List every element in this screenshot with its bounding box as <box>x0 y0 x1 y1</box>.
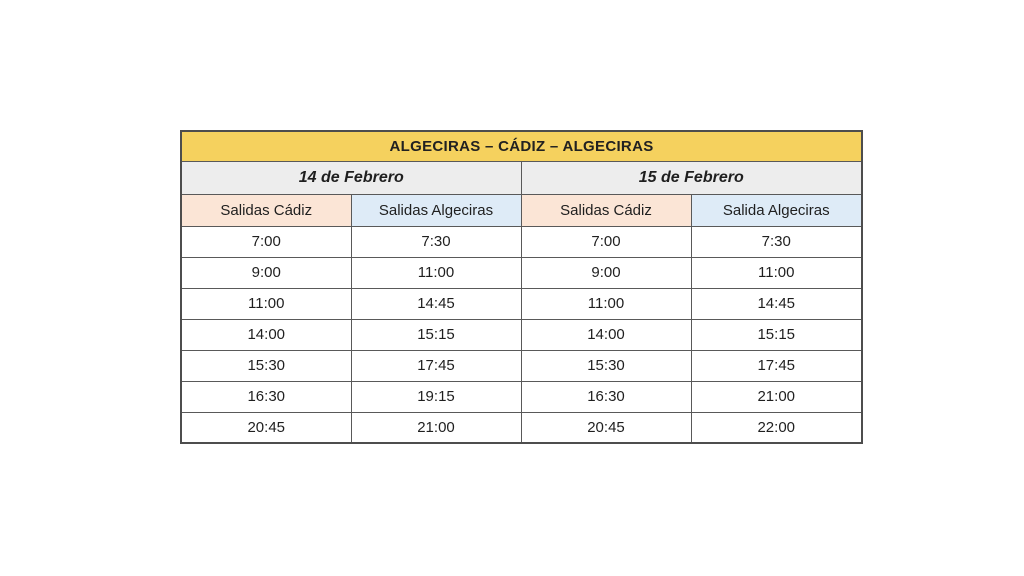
time-cell: 22:00 <box>691 412 862 443</box>
title-row <box>181 131 862 161</box>
time-cell: 16:30 <box>181 381 351 412</box>
time-cell: 9:00 <box>181 257 351 288</box>
table-row <box>181 319 862 350</box>
table-title: ALGECIRAS – CÁDIZ – ALGECIRAS <box>181 131 862 161</box>
table-row <box>181 288 862 319</box>
time-cell: 15:30 <box>181 350 351 381</box>
time-cell: 14:00 <box>181 319 351 350</box>
date-header-feb14: 14 de Febrero <box>181 161 521 194</box>
table-row <box>181 257 862 288</box>
time-cell: 15:30 <box>521 350 691 381</box>
time-cell: 7:30 <box>691 226 862 257</box>
time-cell: 11:00 <box>521 288 691 319</box>
time-cell: 15:15 <box>351 319 521 350</box>
time-cell: 17:45 <box>351 350 521 381</box>
time-cell: 11:00 <box>691 257 862 288</box>
header-salidas-cadiz-feb14: Salidas Cádiz <box>181 194 351 226</box>
ferry-schedule-table <box>180 130 863 444</box>
time-cell: 11:00 <box>351 257 521 288</box>
time-cell: 16:30 <box>521 381 691 412</box>
time-cell: 14:00 <box>521 319 691 350</box>
time-cell: 19:15 <box>351 381 521 412</box>
column-header-row <box>181 194 862 226</box>
table-row <box>181 381 862 412</box>
time-cell: 7:00 <box>181 226 351 257</box>
table-row <box>181 412 862 443</box>
time-cell: 9:00 <box>521 257 691 288</box>
time-cell: 21:00 <box>351 412 521 443</box>
table-row <box>181 226 862 257</box>
time-cell: 20:45 <box>521 412 691 443</box>
time-cell: 7:30 <box>351 226 521 257</box>
time-cell: 11:00 <box>181 288 351 319</box>
schedule-table-container <box>180 130 861 444</box>
time-cell: 14:45 <box>691 288 862 319</box>
time-cell: 7:00 <box>521 226 691 257</box>
date-row <box>181 161 862 194</box>
time-cell: 17:45 <box>691 350 862 381</box>
time-cell: 15:15 <box>691 319 862 350</box>
time-cell: 20:45 <box>181 412 351 443</box>
time-cell: 21:00 <box>691 381 862 412</box>
header-salida-algeciras-feb15: Salida Algeciras <box>691 194 862 226</box>
table-row <box>181 350 862 381</box>
header-salidas-algeciras-feb14: Salidas Algeciras <box>351 194 521 226</box>
header-salidas-cadiz-feb15: Salidas Cádiz <box>521 194 691 226</box>
date-header-feb15: 15 de Febrero <box>521 161 862 194</box>
time-cell: 14:45 <box>351 288 521 319</box>
